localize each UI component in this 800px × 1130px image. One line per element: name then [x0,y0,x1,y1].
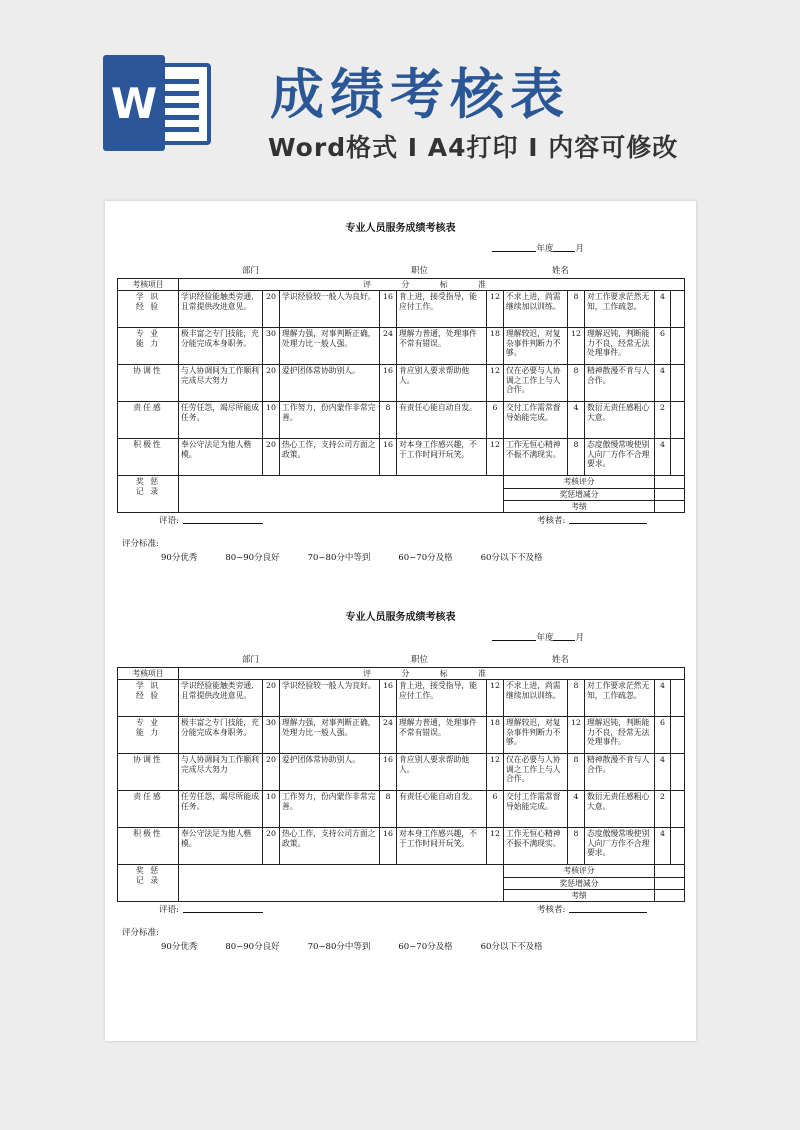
reward-record-label: 奖 惩 记 录 [118,865,179,902]
score-entry-cell[interactable] [671,402,685,439]
level-description: 理解力强，对事判断正确，处理力比一般人强。 [280,717,380,754]
assessor-line [537,516,647,526]
level-description: 极丰富之专门技能，充分能完成本身职务。 [179,328,263,365]
level-score: 10 [263,791,280,828]
criteria-item: 90分优秀 [161,942,198,952]
year-label: 年度 [536,244,554,254]
summary-row [118,476,685,488]
level-score: 12 [487,291,504,328]
level-description: 肯应别人要求帮助他人。 [397,365,487,402]
level-score: 12 [568,717,585,754]
month-blank[interactable] [553,640,575,641]
level-description: 对工作要求茫然无知，工作疏忽。 [585,291,655,328]
dept-label: 部门 [242,266,260,276]
level-description: 任劳任怨，竭尽所能成任务。 [179,402,263,439]
level-score: 4 [655,828,671,865]
summary-value-cell[interactable] [655,890,685,902]
criteria-row [118,828,685,865]
level-description: 态度傲慢常唆使别人向厂方作不合理要求。 [585,439,655,476]
year-blank[interactable] [492,640,536,641]
banner-subtitle: Word格式 I A4打印 I 内容可修改 [268,133,679,162]
level-score: 24 [380,717,397,754]
criteria-label: 评分标准: [122,539,159,549]
form-title: 专业人员服务成绩考核表 [345,612,456,623]
level-description: 不求上进，尚需继续加以训练。 [504,680,568,717]
banner-title: 成绩考核表 [270,63,570,126]
level-score: 12 [487,828,504,865]
level-score: 16 [380,365,397,402]
summary-label: 考核评分 [504,865,655,877]
level-description: 工作无恒心精神不振不满现实。 [504,828,568,865]
level-score: 18 [487,328,504,365]
score-entry-cell[interactable] [671,680,685,717]
assessment-table [117,667,685,902]
summary-label: 考绩 [504,890,655,902]
criteria-row [118,328,685,365]
position-label: 职位 [411,266,429,276]
name-label: 姓名 [552,266,570,276]
criteria-row [118,717,685,754]
level-score: 10 [263,402,280,439]
header-row [118,668,685,680]
level-description: 奉公守法足为他人楷模。 [179,828,263,865]
level-description: 学识经验较一般人为良好。 [280,291,380,328]
level-description: 理解较迟，对复杂事件判断力不够。 [504,717,568,754]
assessor-blank[interactable] [569,912,647,913]
criteria-item: 60~70分及格 [398,942,453,952]
level-description: 对工作要求茫然无知，工作疏忽。 [585,680,655,717]
level-description: 理解较迟，对复杂事件判断力不够。 [504,328,568,365]
item-label: 专 业 能 力 [118,328,179,365]
level-description: 态度傲慢常唆使别人向厂方作不合理要求。 [585,828,655,865]
level-description: 理解迟钝，判断能力不良，经常无法处理事件。 [585,717,655,754]
criteria-item: 90分优秀 [161,553,198,563]
criteria-row [118,439,685,476]
level-description: 工作努力，份内蒙作非常完善。 [280,402,380,439]
score-entry-cell[interactable] [671,828,685,865]
level-score: 4 [568,402,585,439]
word-logo-icon [103,55,215,151]
reward-record-area[interactable] [179,476,504,513]
level-description: 学识经验能触类旁通,且常提供改进意见。 [179,291,263,328]
name-label: 姓名 [552,655,570,665]
item-label: 协调性 [118,754,179,791]
level-description: 任劳任怨，竭尽所能成任务。 [179,791,263,828]
level-score: 16 [380,680,397,717]
form-title: 专业人员服务成绩考核表 [345,223,456,234]
level-score: 4 [568,791,585,828]
month-label: 月 [575,244,584,254]
year-blank[interactable] [492,251,536,252]
level-description: 学识经验能触类旁通,且常提供改进意见。 [179,680,263,717]
level-score: 4 [655,365,671,402]
score-entry-cell[interactable] [671,791,685,828]
item-label: 学 识 经 验 [118,680,179,717]
level-score: 4 [655,291,671,328]
level-score: 2 [655,791,671,828]
level-description: 学识经验较一般人为良好。 [280,680,380,717]
level-score: 20 [263,291,280,328]
assessment-table [117,278,685,513]
criteria-item: 70~80分中等到 [307,942,371,952]
level-description: 热心工作，支持公司方面之政策。 [280,828,380,865]
score-entry-cell[interactable] [671,291,685,328]
month-blank[interactable] [553,251,575,252]
level-description: 理解力普通，处理事件不常有错误。 [397,328,487,365]
level-score: 12 [487,680,504,717]
level-description: 不求上进，尚需继续加以训练。 [504,291,568,328]
level-description: 奉公守法足为他人楷模。 [179,439,263,476]
level-score: 8 [568,439,585,476]
level-description: 肯应别人要求帮助他人。 [397,754,487,791]
level-description: 交付工作需常督导始能完成。 [504,402,568,439]
standard-header: 评 分 标 准 [179,279,685,291]
header-row [118,279,685,291]
level-score: 8 [568,291,585,328]
criteria-row [118,365,685,402]
level-score: 16 [380,291,397,328]
summary-label: 考绩 [504,501,655,513]
score-entry-cell[interactable] [671,328,685,365]
criteria-item: 80~90分良好 [225,942,280,952]
comment-label: 评语: [159,516,179,526]
level-score: 4 [655,439,671,476]
level-description: 热心工作，支持公司方面之政策。 [280,439,380,476]
assessor-label: 考核者: [537,905,566,915]
summary-label: 奖惩增减分 [504,877,655,889]
level-description: 与人协调间为工作顺利完成尽大努力 [179,365,263,402]
level-description: 肯上进，接受指导，能应付工作。 [397,291,487,328]
item-header: 考核项目 [118,279,179,291]
level-description: 爱护团体常协助别人。 [280,754,380,791]
criteria-row [118,754,685,791]
level-score: 8 [380,791,397,828]
criteria-item: 80~90分良好 [225,553,280,563]
criteria-item: 60分以下不及格 [480,942,543,952]
level-score: 12 [487,439,504,476]
level-score: 6 [655,328,671,365]
criteria-row [118,680,685,717]
summary-value-cell[interactable] [655,865,685,877]
level-score: 8 [568,680,585,717]
item-label: 积极性 [118,828,179,865]
level-description: 工作无恒心精神不振不满现实。 [504,439,568,476]
level-score: 24 [380,328,397,365]
comment-line [159,516,263,526]
level-score: 30 [263,328,280,365]
score-entry-cell[interactable] [671,754,685,791]
level-score: 20 [263,365,280,402]
criteria-item: 70~80分中等到 [307,553,371,563]
item-header: 考核项目 [118,668,179,680]
level-score: 8 [380,402,397,439]
month-label: 月 [575,633,584,643]
item-label: 协调性 [118,365,179,402]
item-label: 责任感 [118,402,179,439]
level-description: 理解力强，对事判断正确，处理力比一般人强。 [280,328,380,365]
summary-label: 考核评分 [504,476,655,488]
score-entry-cell[interactable] [671,439,685,476]
level-score: 12 [487,754,504,791]
position-label: 职位 [411,655,429,665]
criteria-row [118,402,685,439]
score-entry-cell[interactable] [671,365,685,402]
level-description: 精神散漫不肯与人合作。 [585,754,655,791]
summary-value-cell[interactable] [655,877,685,889]
year-month-line [492,244,584,254]
level-description: 仅在必要与人协调之工作上与人合作。 [504,365,568,402]
level-score: 20 [263,680,280,717]
level-score: 12 [487,365,504,402]
criteria-item: 60分以下不及格 [480,553,543,563]
level-score: 18 [487,717,504,754]
criteria-row [118,791,685,828]
level-description: 工作努力，份内蒙作非常完善。 [280,791,380,828]
level-score: 20 [263,754,280,791]
summary-row [118,865,685,877]
level-score: 6 [487,791,504,828]
reward-record-label: 奖 惩 记 录 [118,476,179,513]
level-description: 数衍无责任感粗心大意。 [585,791,655,828]
criteria-row [118,291,685,328]
criteria-list [161,942,570,952]
assessor-blank[interactable] [569,523,647,524]
level-description: 与人协调间为工作顺利完成尽大努力 [179,754,263,791]
level-score: 20 [263,439,280,476]
standard-header: 评 分 标 准 [179,668,685,680]
summary-value-cell[interactable] [655,501,685,513]
level-score: 16 [380,828,397,865]
item-label: 专 业 能 力 [118,717,179,754]
assessor-line [537,905,647,915]
summary-label: 奖惩增减分 [504,488,655,500]
criteria-label: 评分标准: [122,928,159,938]
level-description: 理解迟钝，判断能力不良，经常无法处理事件。 [585,328,655,365]
level-score: 8 [568,828,585,865]
level-description: 理解力普通，处理事件不常有错误。 [397,717,487,754]
level-description: 精神散漫不肯与人合作。 [585,365,655,402]
level-description: 爱护团体常协助别人。 [280,365,380,402]
item-label: 积极性 [118,439,179,476]
summary-value-cell[interactable] [655,476,685,488]
criteria-list [161,553,570,563]
comment-blank[interactable] [183,912,263,913]
item-label: 责任感 [118,791,179,828]
level-score: 2 [655,402,671,439]
level-description: 对本身工作感兴趣，不于工作时间开玩笑。 [397,828,487,865]
summary-value-cell[interactable] [655,488,685,500]
level-description: 仅在必要与人协调之工作上与人合作。 [504,754,568,791]
level-description: 肯上进，接受指导，能应付工作。 [397,680,487,717]
level-score: 20 [263,828,280,865]
level-score: 16 [380,439,397,476]
level-description: 有责任心能自动自发。 [397,791,487,828]
level-score: 12 [568,328,585,365]
level-score: 30 [263,717,280,754]
level-score: 4 [655,754,671,791]
item-label: 学 识 经 验 [118,291,179,328]
level-description: 数衍无责任感粗心大意。 [585,402,655,439]
level-description: 对本身工作感兴趣，不于工作时间开玩笑。 [397,439,487,476]
year-label: 年度 [536,633,554,643]
dept-label: 部门 [242,655,260,665]
level-description: 极丰富之专门技能，充分能完成本身职务。 [179,717,263,754]
banner [0,0,800,190]
level-score: 16 [380,754,397,791]
level-score: 8 [568,365,585,402]
level-score: 8 [568,754,585,791]
level-score: 4 [655,680,671,717]
document-page [105,201,696,1041]
year-month-line [492,633,584,643]
level-score: 6 [655,717,671,754]
score-entry-cell[interactable] [671,717,685,754]
level-description: 有责任心能自动自发。 [397,402,487,439]
reward-record-area[interactable] [179,865,504,902]
level-description: 交付工作需常督导始能完成。 [504,791,568,828]
assessor-label: 考核者: [537,516,566,526]
comment-label: 评语: [159,905,179,915]
level-score: 6 [487,402,504,439]
logo-letter: W [103,55,165,151]
criteria-item: 60~70分及格 [398,553,453,563]
comment-line [159,905,263,915]
comment-blank[interactable] [183,523,263,524]
